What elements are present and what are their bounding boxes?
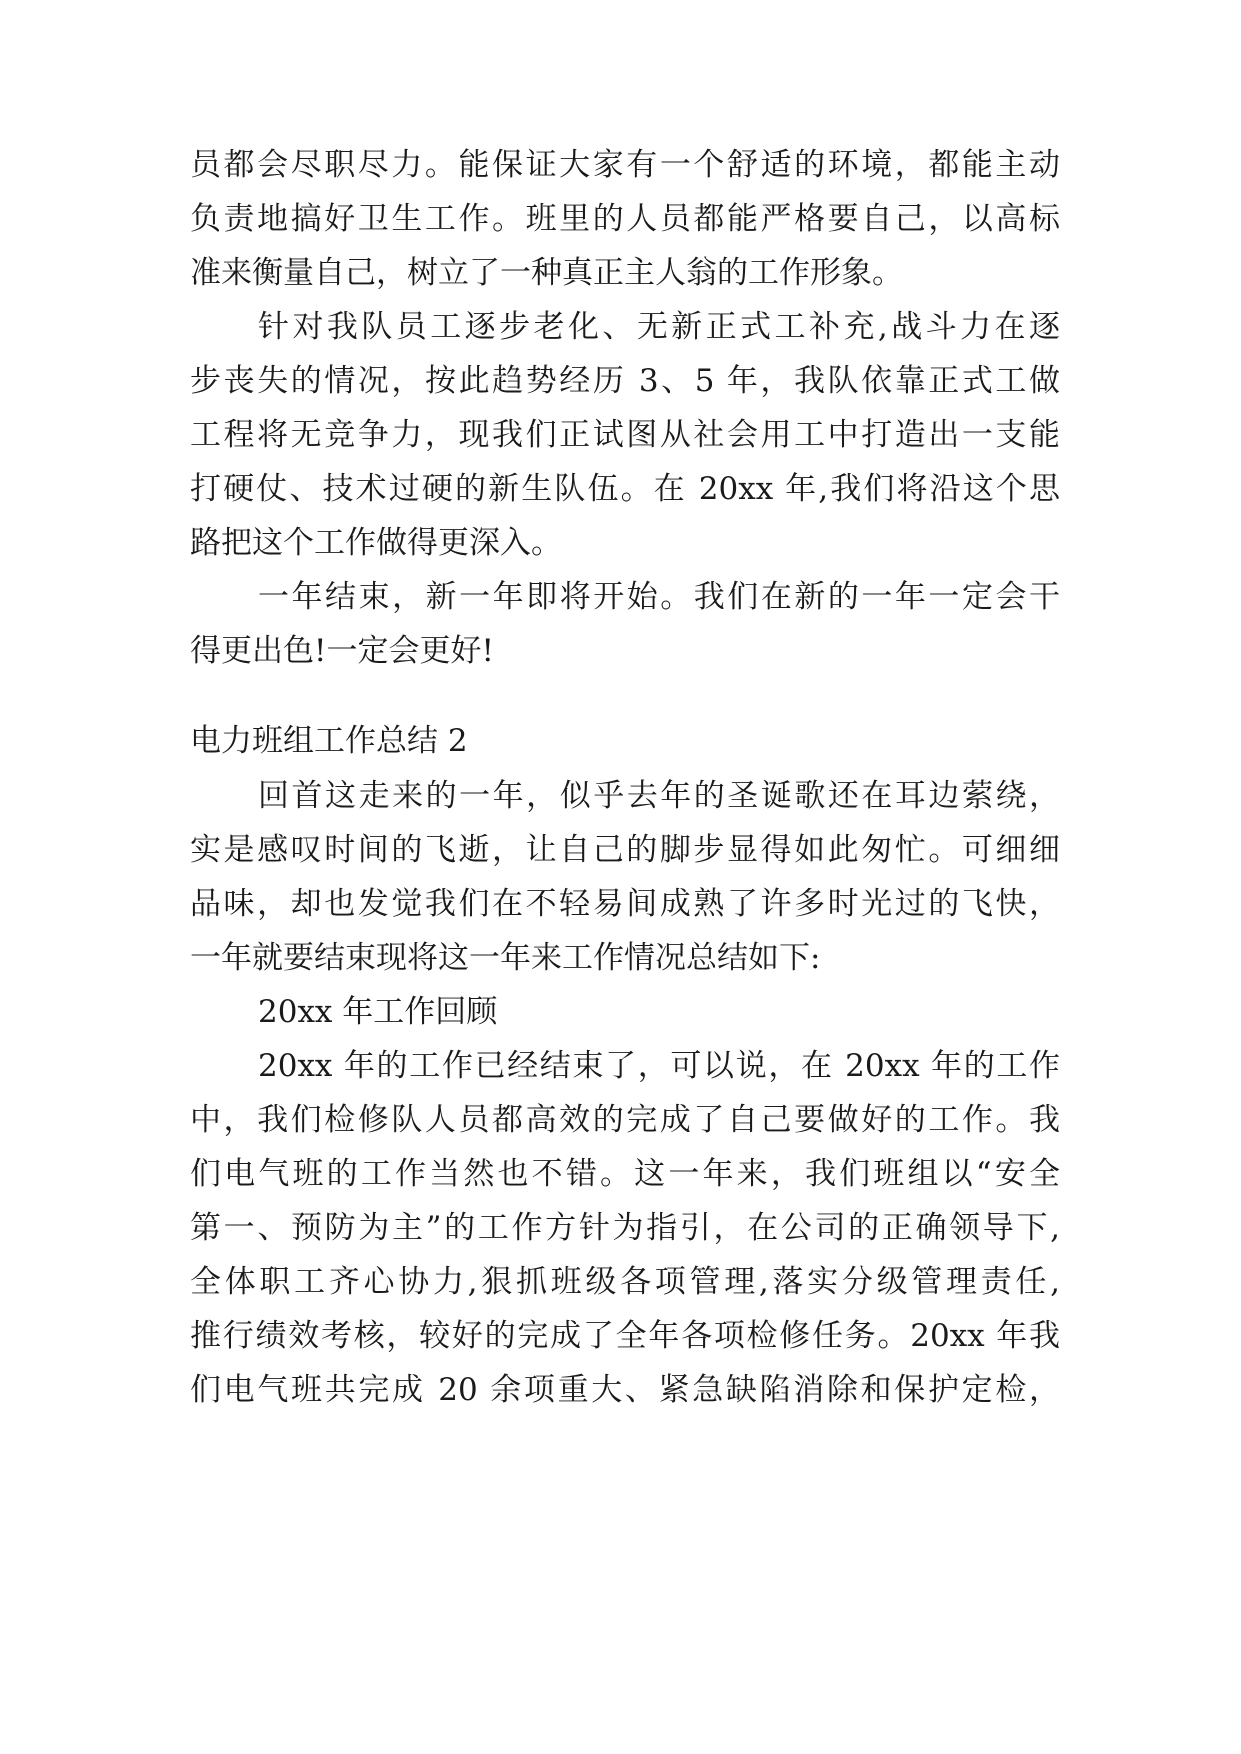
- subheading: 20xx 年工作回顾: [258, 994, 498, 1030]
- text-line: 推行绩效考核，较好的完成了全年各项检修任务。20xx 年我: [190, 1318, 1060, 1354]
- text-line: 们电气班的工作当然也不错。这一年来，我们班组以“安全: [190, 1156, 1060, 1192]
- text-line: 路把这个工作做得更深入。: [190, 525, 562, 561]
- text-line: 员都会尽职尽力。能保证大家有一个舒适的环境，都能主动: [190, 147, 1060, 183]
- text-line: 工程将无竞争力，现我们正试图从社会用工中打造出一支能: [190, 417, 1060, 453]
- text-line: 品味，却也发觉我们在不轻易间成熟了许多时光过的飞快，: [190, 886, 1060, 922]
- text-line: 一年就要结束现将这一年来工作情况总结如下:: [190, 940, 821, 976]
- text-line: 实是感叹时间的飞逝，让自己的脚步显得如此匆忙。可细细: [190, 832, 1060, 868]
- text-line: 第一、预防为主”的工作方针为指引，在公司的正确领导下,: [190, 1210, 1060, 1246]
- text-line: 得更出色!一定会更好!: [190, 633, 494, 669]
- text-line: 一年结束，新一年即将开始。我们在新的一年一定会干: [258, 579, 1060, 615]
- text-line: 准来衡量自己，树立了一种真正主人翁的工作形象。: [190, 255, 903, 291]
- text-line: 中，我们检修队人员都高效的完成了自己要做好的工作。我: [190, 1102, 1060, 1138]
- text-line: 们电气班共完成 20 余项重大、紧急缺陷消除和保护定检，: [190, 1372, 1060, 1408]
- text-line: 负责地搞好卫生工作。班里的人员都能严格要自己，以高标: [190, 201, 1060, 237]
- text-line: 全体职工齐心协力,狠抓班级各项管理,落实分级管理责任,: [190, 1264, 1060, 1300]
- text-line: 打硬仗、技术过硬的新生队伍。在 20xx 年,我们将沿这个思: [190, 471, 1060, 507]
- text-line: 回首这走来的一年，似乎去年的圣诞歌还在耳边萦绕，: [258, 778, 1060, 814]
- text-line: 步丧失的情况，按此趋势经历 3、5 年，我队依靠正式工做: [190, 363, 1060, 399]
- text-line: 20xx 年的工作已经结束了，可以说，在 20xx 年的工作: [258, 1048, 1060, 1084]
- section-title: 电力班组工作总结 2: [190, 723, 468, 759]
- text-line: 针对我队员工逐步老化、无新正式工补充,战斗力在逐: [258, 309, 1060, 345]
